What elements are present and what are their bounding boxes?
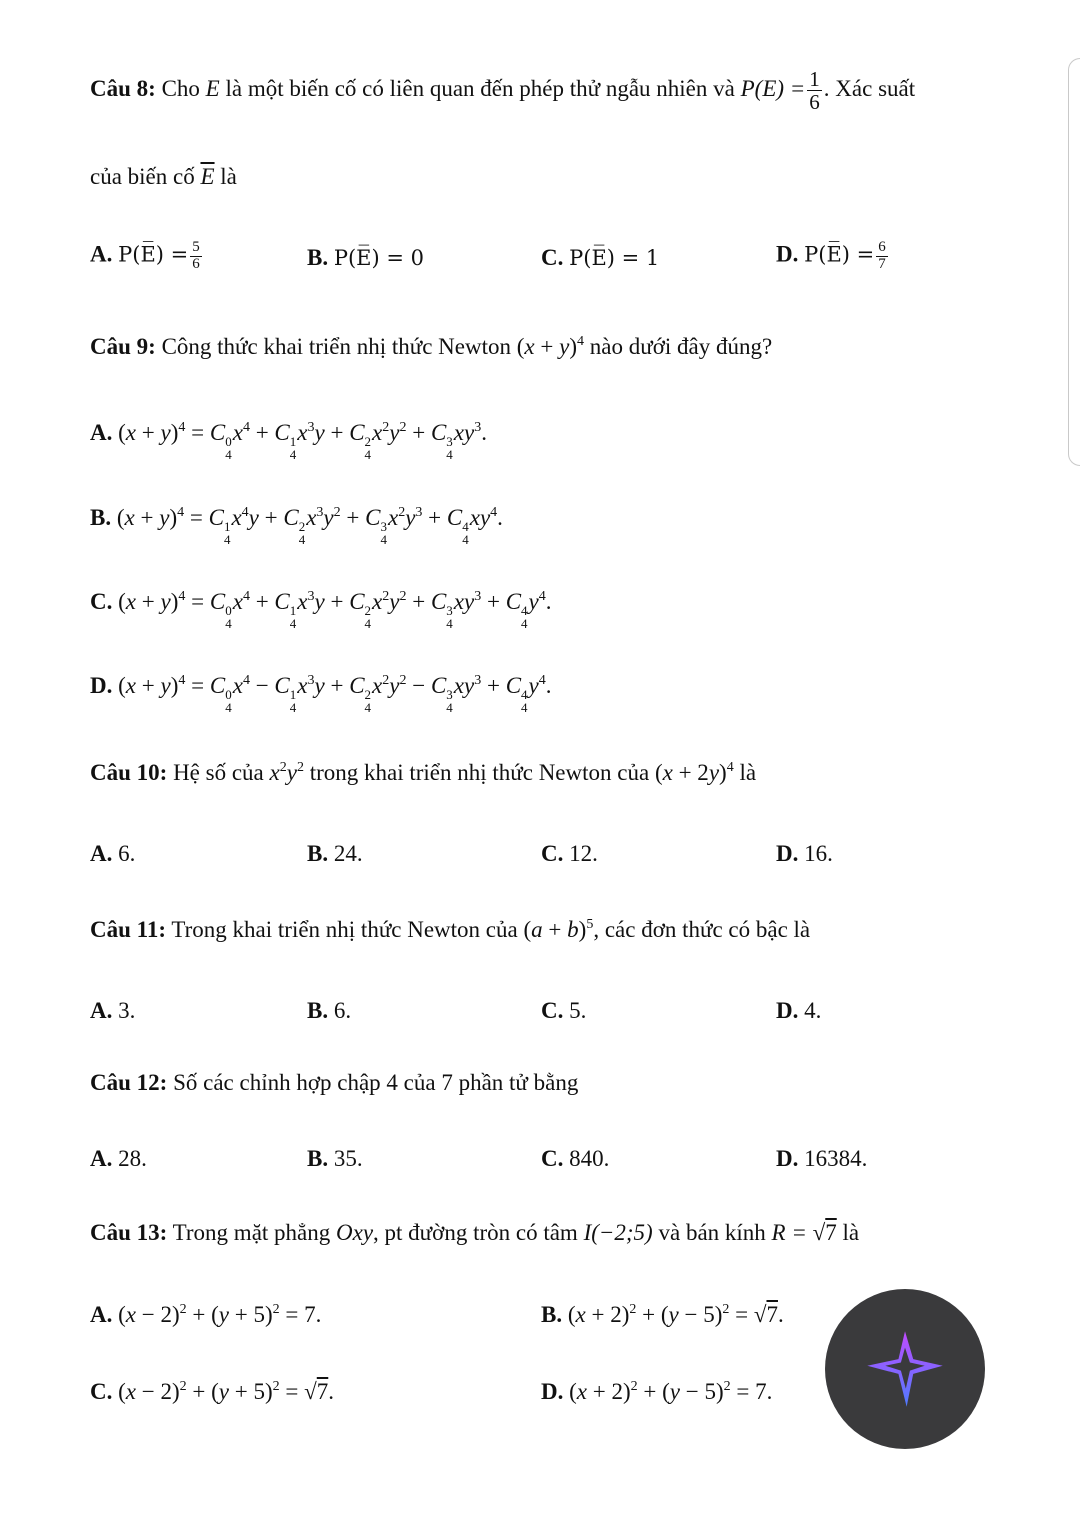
sparkle-icon [864, 1328, 946, 1410]
q13-oxy: Oxy [336, 1220, 374, 1245]
q8-question-cont [90, 163, 237, 191]
q13-text-d: là [842, 1220, 860, 1245]
q10-text-a: Hệ số của [173, 760, 264, 785]
q9-option-b[interactable]: B. $(x + y)^4 = C$ 1 4 $x^4y + C$ 2 4 $x^3y^2 + C$ 3 4 $x^2y^3 + C$ 4 4 $xy^4$. [90, 505, 503, 547]
q10-binomial: $(x + 2y)^4$ [654, 760, 734, 785]
q8-text-b: là một biến cố có liên quan đến phép thử ngẫu nhiên và [225, 75, 735, 101]
q8-text-a: Cho [161, 75, 200, 101]
q13-option-a[interactable]: A. $(x - 2)^2 + (y + 5)^2 = 7$. [90, 1302, 322, 1327]
q9-question [90, 333, 772, 361]
q12-option-d[interactable]: D. 16384. [776, 1146, 868, 1171]
q9-label: Câu 9: [90, 334, 156, 359]
q12-option-c[interactable]: C. 840. [541, 1146, 610, 1171]
q10-option-d[interactable]: D. 16. [776, 841, 833, 866]
q10-label: Câu 10: [90, 760, 168, 785]
q9-option-a[interactable]: A. $(x + y)^4 = C$ 0 4 $x^4 + C$ 1 4 $x^3y + C$ 2 4 $x^2y^2 + C$ 3 4 $xy^3$. [90, 420, 487, 462]
q8-text-d: của biến cố [90, 164, 195, 189]
q10-text-b: trong khai triển nhị thức Newton của [309, 760, 650, 785]
q11-text-a: Trong khai triển nhị thức Newton của [171, 917, 518, 942]
q9-text-a: Công thức khai triển nhị thức Newton [161, 334, 511, 359]
q13-text-c: và bán kính [658, 1220, 766, 1245]
q10-option-a[interactable]: A. 6. [90, 841, 136, 866]
q10-text-c: là [739, 760, 757, 785]
q12-label: Câu 12: [90, 1070, 168, 1095]
q8-text-c: . Xác suất [823, 75, 916, 101]
q9-formula: $(x + y)^4$ [516, 334, 585, 359]
q8-probability-lhs: P(E) = [740, 75, 806, 101]
q11-option-d[interactable]: D. 4. [776, 998, 822, 1023]
q8-option-c[interactable]: C. P(E̅) = 1 [541, 245, 660, 270]
q13-center: I(−2;5) [583, 1220, 653, 1245]
q8-option-d[interactable]: D. P(E̅) = $\frac{6}{7}$ [776, 239, 886, 272]
q13-option-d[interactable]: D. $(x + 2)^2 + (y - 5)^2 = 7$. [541, 1379, 773, 1404]
q8-text-e: là [220, 164, 237, 189]
q8-complement-symbol: $\overline{E}$ [200, 164, 215, 189]
q12-text: Số các chỉnh hợp chập 4 của 7 phần tử bằng [173, 1070, 579, 1095]
q8-option-b[interactable]: B. P(E̅) = 0 [307, 245, 424, 270]
q12-question [90, 1069, 578, 1097]
q8-event-symbol: E [205, 75, 220, 101]
q9-option-d[interactable]: D. $(x + y)^4 = C$ 0 4 $x^4 - C$ 1 4 $x^3y + C$ 2 4 $x^2y^2 - C$ 3 4 $xy^3 + C$ 4 4 $y^4$. [90, 673, 552, 715]
q13-radius: R = √7 [771, 1220, 837, 1245]
q13-label: Câu 13: [90, 1220, 168, 1245]
q8-option-a[interactable]: A. P(E̅) = $\frac{5}{6}$ [90, 239, 200, 272]
q11-binomial: $(a + b)^5$ [523, 917, 594, 942]
q10-option-c[interactable]: C. 12. [541, 841, 598, 866]
q8-label: Câu 8: [90, 75, 156, 101]
q13-text-a: Trong mặt phẳng [172, 1220, 331, 1245]
side-scroll-handle[interactable] [1068, 58, 1080, 466]
q12-option-b[interactable]: B. 35. [307, 1146, 363, 1171]
q13-text-b: , pt đường tròn có tâm [373, 1220, 578, 1245]
q13-option-c[interactable]: C. $(x - 2)^2 + (y + 5)^2 = √7$. [90, 1379, 335, 1404]
q11-text-b: , các đơn thức có bậc là [593, 917, 811, 942]
q10-option-b[interactable]: B. 24. [307, 841, 363, 866]
q9-text-b: nào dưới đây đúng? [589, 334, 773, 359]
q10-question [90, 759, 756, 787]
q11-option-b[interactable]: B. 6. [307, 998, 352, 1023]
q9-option-c[interactable]: C. $(x + y)^4 = C$ 0 4 $x^4 + C$ 1 4 $x^3y + C$ 2 4 $x^2y^2 + C$ 3 4 $xy^3 + C$ 4 4 $y^4$. [90, 589, 552, 631]
q8-question [90, 68, 915, 113]
q8-fraction: $\frac{1}{6}$ [809, 67, 820, 115]
q12-option-a[interactable]: A. 28. [90, 1146, 147, 1171]
q13-question [90, 1219, 859, 1247]
ai-assistant-button[interactable] [825, 1289, 985, 1449]
q11-option-c[interactable]: C. 5. [541, 998, 587, 1023]
q11-option-a[interactable]: A. 3. [90, 998, 136, 1023]
q11-label: Câu 11: [90, 917, 167, 942]
q11-question [90, 916, 810, 944]
q13-option-b[interactable]: B. $(x + 2)^2 + (y - 5)^2 = √7$. [541, 1302, 784, 1327]
q10-monomial: $x^2y^2$ [269, 760, 304, 785]
